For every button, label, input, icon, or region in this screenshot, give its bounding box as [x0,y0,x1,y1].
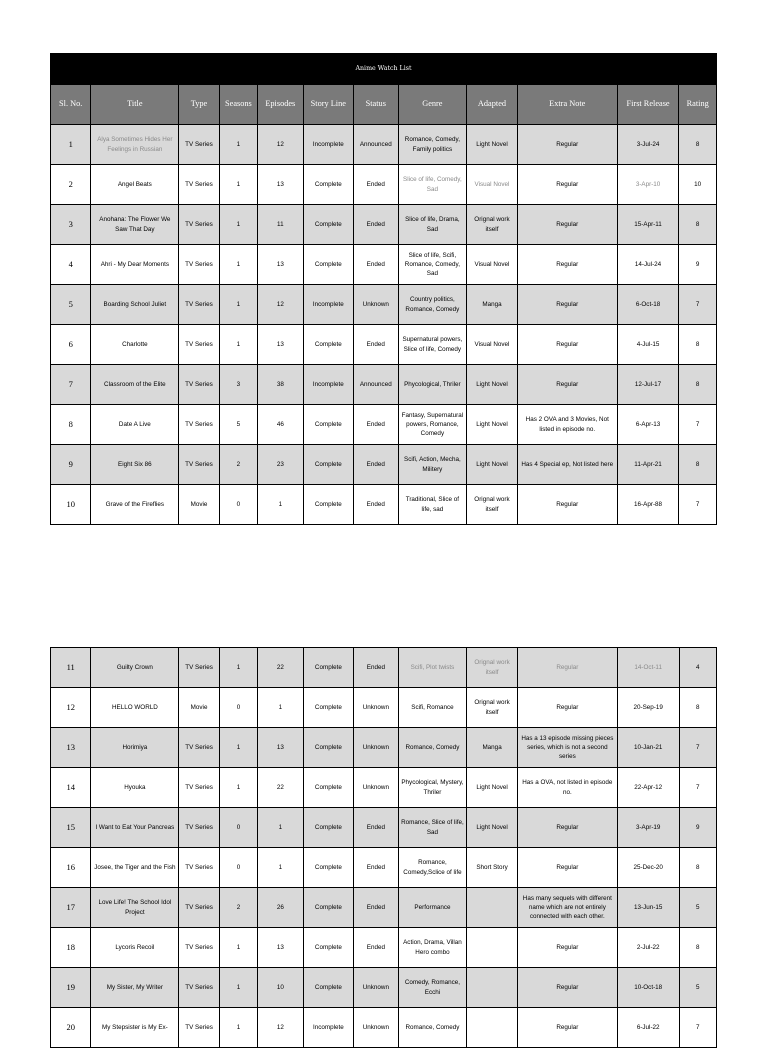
episodes-cell: 22 [258,648,303,688]
first-release-cell: 14-Oct-11 [617,648,679,688]
type-cell: TV Series [179,928,219,968]
first-release-cell: 3-Jul-24 [617,125,679,165]
adapted-cell: Visual Novel [467,245,518,285]
rating-cell: 9 [679,245,717,285]
status-cell: Unknown [354,285,398,325]
story-line-cell: Complete [303,245,354,285]
episodes-cell: 10 [258,968,303,1008]
genre-cell: Comedy, Romance, Ecchi [398,968,467,1008]
rating-cell: 7 [679,1008,716,1048]
episodes-cell: 13 [258,245,303,285]
table-body [51,648,717,1048]
status-cell: Ended [354,405,398,445]
table-row [51,848,717,888]
column-header: Seasons [219,85,257,125]
column-header: Sl. No. [51,85,91,125]
type-cell: TV Series [179,165,219,205]
sl-no-cell: 14 [51,768,91,808]
status-cell: Ended [354,205,398,245]
rating-cell: 9 [679,808,716,848]
sl-no-cell: 2 [51,165,91,205]
title-cell: Grave of the Fireflies [91,485,179,525]
adapted-cell: Visual Novel [467,165,518,205]
table-row [51,688,717,728]
title-cell: HELLO WORLD [91,688,179,728]
seasons-cell: 0 [219,848,257,888]
rating-cell: 8 [679,848,716,888]
title-cell: Classroom of the Elite [91,365,179,405]
status-cell: Ended [354,928,398,968]
adapted-cell: Light Novel [467,808,518,848]
type-cell: TV Series [179,125,219,165]
story-line-cell: Incomplete [303,125,354,165]
type-cell: TV Series [179,405,219,445]
type-cell: Movie [179,688,219,728]
rating-cell: 5 [679,968,716,1008]
sl-no-cell: 6 [51,325,91,365]
first-release-cell: 20-Sep-19 [617,688,679,728]
episodes-cell: 1 [258,808,303,848]
episodes-cell: 11 [258,205,303,245]
title-cell: Date A Live [91,405,179,445]
rating-cell: 8 [679,325,717,365]
first-release-cell: 10-Oct-18 [617,968,679,1008]
extra-note-cell: Has a 13 episode missing pieces series, which is not a second series [517,728,617,768]
table-body [51,125,717,525]
seasons-cell: 3 [219,365,257,405]
rating-cell: 8 [679,125,717,165]
genre-cell: Phycological, Thriler [398,365,467,405]
status-cell: Ended [354,325,398,365]
column-header: Title [91,85,179,125]
title-cell: Angel Beats [91,165,179,205]
extra-note-cell: Regular [517,125,617,165]
first-release-cell: 10-Jan-21 [617,728,679,768]
story-line-cell: Incomplete [303,285,354,325]
sl-no-cell: 5 [51,285,91,325]
genre-cell: Supernatural powers, Slice of life, Comedy [398,325,467,365]
adapted-cell [467,888,518,928]
adapted-cell: Light Novel [467,405,518,445]
table-row [51,165,717,205]
seasons-cell: 1 [219,245,257,285]
type-cell: TV Series [179,808,219,848]
table-row [51,768,717,808]
status-cell: Unknown [354,1008,398,1048]
type-cell: TV Series [179,968,219,1008]
extra-note-cell: Has a OVA, not listed in episode no. [517,768,617,808]
title-cell: My Sister, My Writer [91,968,179,1008]
adapted-cell: Short Story [467,848,518,888]
extra-note-cell: Regular [517,285,617,325]
story-line-cell: Incomplete [303,1008,354,1048]
title-cell: Lycoris Recoil [91,928,179,968]
first-release-cell: 13-Jun-15 [617,888,679,928]
table-row [51,285,717,325]
status-cell: Ended [354,648,398,688]
rating-cell: 4 [679,648,716,688]
extra-note-cell: Has 2 OVA and 3 Movies, Not listed in episode no. [517,405,617,445]
story-line-cell: Complete [303,808,354,848]
column-header: First Release [617,85,679,125]
column-header: Adapted [467,85,518,125]
seasons-cell: 1 [219,728,257,768]
title-cell: Josee, the Tiger and the Fish [91,848,179,888]
column-header: Rating [679,85,717,125]
table-row [51,205,717,245]
episodes-cell: 1 [258,848,303,888]
first-release-cell: 16-Apr-88 [617,485,679,525]
table-row [51,888,717,928]
first-release-cell: 6-Jul-22 [617,1008,679,1048]
status-cell: Ended [354,888,398,928]
adapted-cell: Visual Novel [467,325,518,365]
adapted-cell: Light Novel [467,768,518,808]
story-line-cell: Complete [303,165,354,205]
episodes-cell: 13 [258,165,303,205]
extra-note-cell: Regular [517,688,617,728]
type-cell: TV Series [179,728,219,768]
genre-cell: Romance, Comedy [398,1008,467,1048]
episodes-cell: 22 [258,768,303,808]
extra-note-cell: Regular [517,205,617,245]
sl-no-cell: 12 [51,688,91,728]
table-row [51,365,717,405]
sl-no-cell: 19 [51,968,91,1008]
extra-note-cell: Has many sequels with different name which are not entirely connected with each other. [517,888,617,928]
episodes-cell: 46 [258,405,303,445]
title-cell: Hyouka [91,768,179,808]
table-row [51,405,717,445]
sl-no-cell: 17 [51,888,91,928]
seasons-cell: 1 [219,325,257,365]
seasons-cell: 1 [219,648,257,688]
seasons-cell: 1 [219,125,257,165]
episodes-cell: 13 [258,928,303,968]
genre-cell: Scifi, Romance [398,688,467,728]
story-line-cell: Complete [303,405,354,445]
story-line-cell: Complete [303,205,354,245]
sl-no-cell: 16 [51,848,91,888]
story-line-cell: Complete [303,968,354,1008]
table-row [51,728,717,768]
adapted-cell [467,928,518,968]
seasons-cell: 1 [219,928,257,968]
seasons-cell: 0 [219,688,257,728]
genre-cell: Slice of life, Comedy, Sad [398,165,467,205]
story-line-cell: Complete [303,848,354,888]
extra-note-cell: Has 4 Special ep, Not listed here [517,445,617,485]
genre-cell: Scifi, Action, Mecha, Militery [398,445,467,485]
rating-cell: 5 [679,888,716,928]
adapted-cell: Orignal work itself [467,485,518,525]
episodes-cell: 12 [258,1008,303,1048]
story-line-cell: Complete [303,888,354,928]
title-cell: Love Life! The School Idol Project [91,888,179,928]
sl-no-cell: 20 [51,1008,91,1048]
genre-cell: Phycological, Mystery, Thriler [398,768,467,808]
seasons-cell: 0 [219,808,257,848]
title-cell: Horimiya [91,728,179,768]
seasons-cell: 1 [219,768,257,808]
table-row [51,928,717,968]
title-cell: Alya Sometimes Hides Her Feelings in Russian [91,125,179,165]
extra-note-cell: Regular [517,928,617,968]
rating-cell: 7 [679,768,716,808]
adapted-cell: Manga [467,728,518,768]
column-header: Type [179,85,219,125]
genre-cell: Fantasy, Supernatural powers, Romance, Comedy [398,405,467,445]
first-release-cell: 11-Apr-21 [617,445,679,485]
table-row [51,968,717,1008]
extra-note-cell: Regular [517,165,617,205]
type-cell: TV Series [179,648,219,688]
column-header: Genre [398,85,467,125]
story-line-cell: Complete [303,485,354,525]
sl-no-cell: 15 [51,808,91,848]
first-release-cell: 14-Jul-24 [617,245,679,285]
type-cell: TV Series [179,325,219,365]
rating-cell: 7 [679,728,716,768]
first-release-cell: 3-Apr-19 [617,808,679,848]
genre-cell: Traditional, Slice of life, sad [398,485,467,525]
table-row [51,325,717,365]
adapted-cell: Orignal work itself [467,205,518,245]
seasons-cell: 1 [219,165,257,205]
status-cell: Ended [354,445,398,485]
genre-cell: Romance, Comedy [398,728,467,768]
watch-list-table-page-1 [50,53,717,525]
table-row [51,485,717,525]
episodes-cell: 26 [258,888,303,928]
title-cell: I Want to Eat Your Pancreas [91,808,179,848]
status-cell: Ended [354,808,398,848]
column-header: Extra Note [517,85,617,125]
table-row [51,445,717,485]
type-cell: TV Series [179,445,219,485]
status-cell: Unknown [354,768,398,808]
episodes-cell: 13 [258,325,303,365]
sheet-title: Anime Watch List [51,54,717,85]
extra-note-cell: Regular [517,808,617,848]
sl-no-cell: 3 [51,205,91,245]
type-cell: Movie [179,485,219,525]
extra-note-cell: Regular [517,968,617,1008]
first-release-cell: 25-Dec-20 [617,848,679,888]
episodes-cell: 12 [258,125,303,165]
type-cell: TV Series [179,205,219,245]
episodes-cell: 13 [258,728,303,768]
extra-note-cell: Regular [517,848,617,888]
rating-cell: 10 [679,165,717,205]
table-row [51,1008,717,1048]
extra-note-cell: Regular [517,365,617,405]
status-cell: Unknown [354,968,398,1008]
status-cell: Unknown [354,688,398,728]
status-cell: Ended [354,485,398,525]
first-release-cell: 3-Apr-10 [617,165,679,205]
status-cell: Announced [354,365,398,405]
title-cell: Ahri - My Dear Moments [91,245,179,285]
story-line-cell: Complete [303,648,354,688]
story-line-cell: Complete [303,768,354,808]
type-cell: TV Series [179,285,219,325]
status-cell: Ended [354,245,398,285]
adapted-cell: Light Novel [467,125,518,165]
first-release-cell: 12-Jul-17 [617,365,679,405]
sl-no-cell: 13 [51,728,91,768]
column-header: Status [354,85,398,125]
adapted-cell [467,1008,518,1048]
rating-cell: 7 [679,285,717,325]
genre-cell: Slice of life, Scifi, Romance, Comedy, Sad [398,245,467,285]
genre-cell: Country politics, Romance, Comedy [398,285,467,325]
title-cell: Anohana: The Flower We Saw That Day [91,205,179,245]
first-release-cell: 4-Jul-15 [617,325,679,365]
genre-cell: Performance [398,888,467,928]
sl-no-cell: 7 [51,365,91,405]
seasons-cell: 1 [219,285,257,325]
header-row [51,85,717,125]
status-cell: Announced [354,125,398,165]
sl-no-cell: 9 [51,445,91,485]
column-header: Story Line [303,85,354,125]
type-cell: TV Series [179,888,219,928]
type-cell: TV Series [179,768,219,808]
first-release-cell: 15-Apr-11 [617,205,679,245]
genre-cell: Slice of life, Drama, Sad [398,205,467,245]
episodes-cell: 1 [258,688,303,728]
rating-cell: 8 [679,365,717,405]
sl-no-cell: 10 [51,485,91,525]
sl-no-cell: 11 [51,648,91,688]
extra-note-cell: Regular [517,485,617,525]
genre-cell: Romance, Comedy,Sclice of life [398,848,467,888]
table-row [51,808,717,848]
type-cell: TV Series [179,848,219,888]
genre-cell: Scifi, Plot twists [398,648,467,688]
rating-cell: 7 [679,485,717,525]
table-row [51,245,717,285]
first-release-cell: 6-Apr-13 [617,405,679,445]
episodes-cell: 1 [258,485,303,525]
extra-note-cell: Regular [517,1008,617,1048]
episodes-cell: 38 [258,365,303,405]
story-line-cell: Complete [303,325,354,365]
story-line-cell: Complete [303,445,354,485]
genre-cell: Action, Drama, Villan Hero combo [398,928,467,968]
story-line-cell: Complete [303,688,354,728]
title-cell: My Stepsister is My Ex- [91,1008,179,1048]
story-line-cell: Complete [303,928,354,968]
adapted-cell: Manga [467,285,518,325]
seasons-cell: 5 [219,405,257,445]
sl-no-cell: 4 [51,245,91,285]
adapted-cell [467,968,518,1008]
seasons-cell: 0 [219,485,257,525]
seasons-cell: 2 [219,445,257,485]
title-cell: Guilty Crown [91,648,179,688]
rating-cell: 8 [679,688,716,728]
sl-no-cell: 8 [51,405,91,445]
title-cell: Boarding School Juliet [91,285,179,325]
type-cell: TV Series [179,1008,219,1048]
story-line-cell: Complete [303,728,354,768]
type-cell: TV Series [179,365,219,405]
type-cell: TV Series [179,245,219,285]
seasons-cell: 2 [219,888,257,928]
episodes-cell: 23 [258,445,303,485]
column-header: Episodes [258,85,303,125]
rating-cell: 8 [679,928,716,968]
sl-no-cell: 1 [51,125,91,165]
adapted-cell: Orignal work itself [467,688,518,728]
genre-cell: Romance, Comedy, Family politics [398,125,467,165]
seasons-cell: 1 [219,968,257,1008]
episodes-cell: 12 [258,285,303,325]
watch-list-table-page-2 [50,647,717,1048]
adapted-cell: Orignal work itself [467,648,518,688]
genre-cell: Romance, Slice of life, Sad [398,808,467,848]
first-release-cell: 6-Oct-18 [617,285,679,325]
status-cell: Ended [354,165,398,205]
status-cell: Unknown [354,728,398,768]
adapted-cell: Light Novel [467,445,518,485]
title-cell: Eight Six 86 [91,445,179,485]
story-line-cell: Incomplete [303,365,354,405]
seasons-cell: 1 [219,1008,257,1048]
status-cell: Ended [354,848,398,888]
sl-no-cell: 18 [51,928,91,968]
rating-cell: 8 [679,205,717,245]
seasons-cell: 1 [219,205,257,245]
extra-note-cell: Regular [517,325,617,365]
table-row [51,125,717,165]
extra-note-cell: Regular [517,648,617,688]
title-cell: Charlotte [91,325,179,365]
first-release-cell: 2-Jul-22 [617,928,679,968]
adapted-cell: Light Novel [467,365,518,405]
rating-cell: 7 [679,405,717,445]
extra-note-cell: Regular [517,245,617,285]
first-release-cell: 22-Apr-12 [617,768,679,808]
table-row [51,648,717,688]
rating-cell: 8 [679,445,717,485]
